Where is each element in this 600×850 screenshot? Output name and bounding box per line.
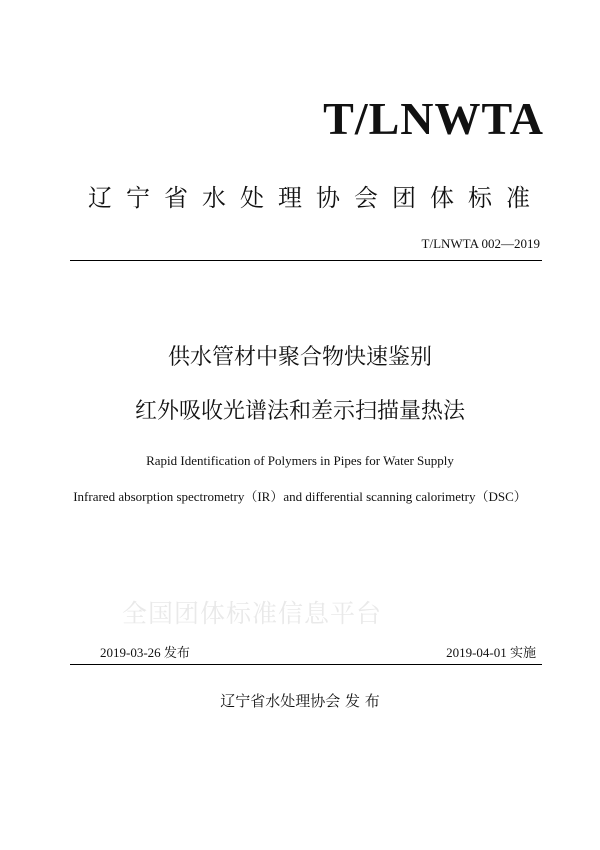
english-title-line-1: Rapid Identification of Polymers in Pipes for Water Supply <box>146 453 454 468</box>
chinese-title-line-2: 红外吸收光谱法和差示扫描量热法 <box>134 399 465 424</box>
publish-date: 2019-03-26 发布 <box>100 645 190 660</box>
watermark: 全国团体标准信息平台 <box>122 599 383 628</box>
english-title-line-2: Infrared absorption spectrometry（IR）and differential scanning calorimetry（DSC） <box>73 489 527 504</box>
top-divider <box>70 260 542 261</box>
chinese-title-line-1: 供水管材中聚合物快速鉴别 <box>167 345 432 370</box>
standard-number: T/LNWTA 002—2019 <box>421 236 540 251</box>
organization-standard-title: 辽宁省水处理协会团体标准 <box>88 184 544 212</box>
implement-date: 2019-04-01 实施 <box>446 645 536 660</box>
bottom-divider <box>70 664 542 665</box>
publisher: 辽宁省水处理协会 发 布 <box>220 692 380 710</box>
standard-code: T/LNWTA <box>323 93 544 144</box>
